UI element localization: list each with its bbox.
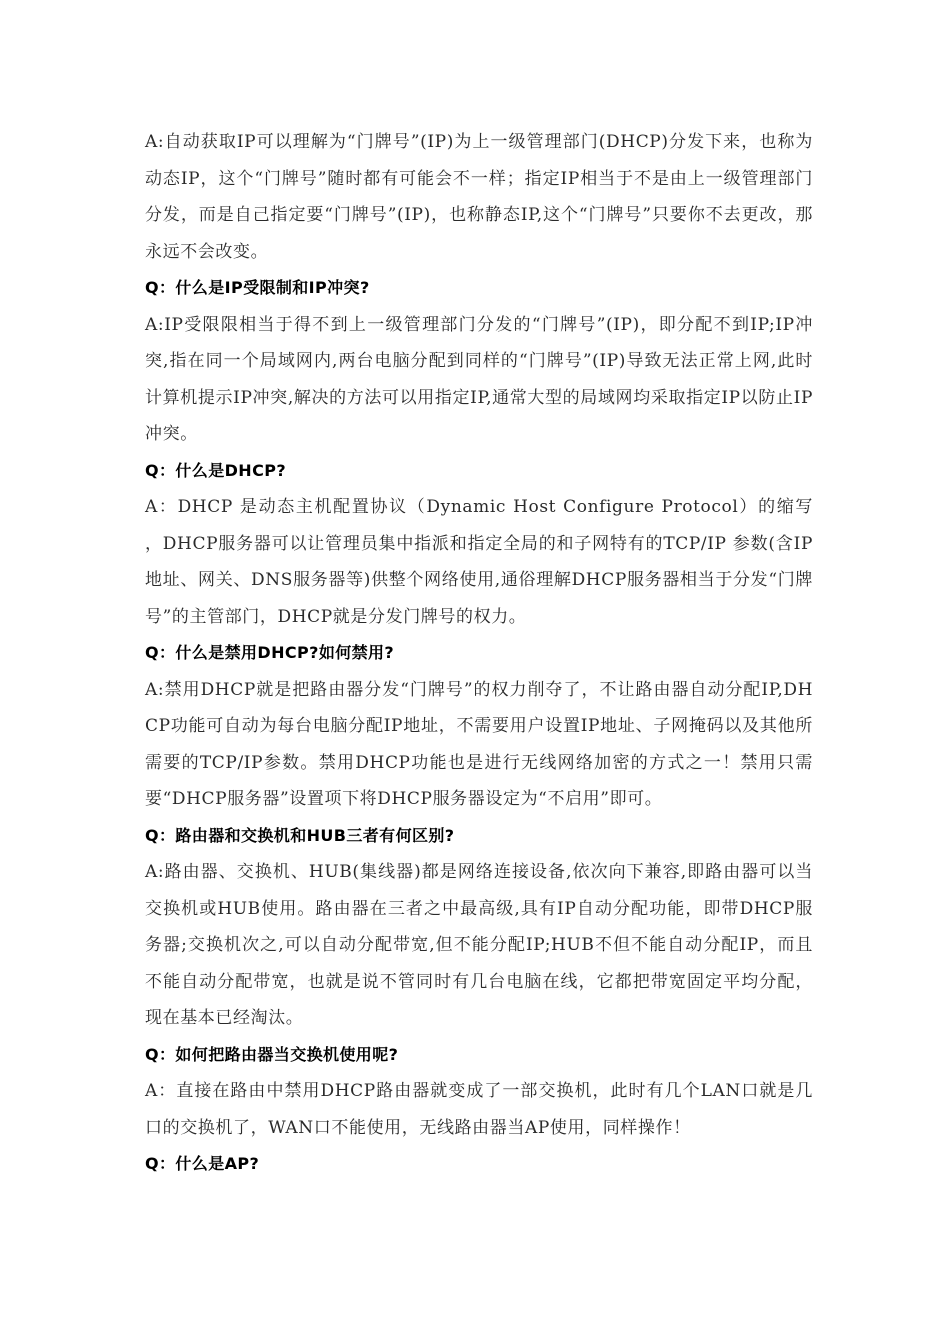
question-heading: Q：什么是AP? xyxy=(145,1154,260,1173)
document-page xyxy=(145,124,813,1183)
question-heading: Q：什么是DHCP? xyxy=(145,460,287,480)
answer-paragraph: A:自动获取IP可以理解为“门牌号”(IP)为上一级管理部门(DHCP)分发下来，也称为动态IP，这个“门牌号”随时都有可能会不一样；指定IP相当于不是由上一级管理部门分发，而是自己指定要“门牌号”(IP)，也称静态IP,这个“门牌号”只要你不去更改，那永远不会改变。 xyxy=(145,132,813,262)
question-heading: Q：什么是禁用DHCP?如何禁用? xyxy=(145,643,395,662)
answer-paragraph: A:禁用DHCP就是把路由器分发“门牌号”的权力削夺了，不让路由器自动分配IP,DHCP功能可自动为每台电脑分配IP地址，不需要用户设置IP地址、子网掩码以及其他所需要的TCP/IP参数。禁用DHCP功能也是进行无线网络加密的方式之一！禁用只需要“DHCP服务器”设置项下将DHCP服务器设定为“不启用”即可。 xyxy=(145,679,813,809)
answer-paragraph: A：DHCP 是动态主机配置协议（Dynamic Host Configure Protocol）的缩写 ，DHCP服务器可以让管理员集中指派和指定全局的和子网特有的TCP/IP 参数(含IP 地址、网关、DNS服务器等)供整个网络使用,通俗理解DHCP服务器相当于分发“门牌号”的主管部门，DHCP就是分发门牌号的权力。 xyxy=(145,497,813,627)
question-heading: Q：如何把路由器当交换机使用呢? xyxy=(145,1044,399,1064)
answer-paragraph: A:路由器、交换机、HUB(集线器)都是网络连接设备,依次向下兼容,即路由器可以当交换机或HUB使用。路由器在三者之中最高级,具有IP自动分配功能，即带DHCP服务器;交换机次之,可以自动分配带宽,但不能分配IP;HUB不但不能自动分配IP，而且不能自动分配带宽，也就是说不管同时有几台电脑在线，它都把带宽固定平均分配，现在基本已经淘汰。 xyxy=(145,862,813,1028)
answer-paragraph: A:IP受限限相当于得不到上一级管理部门分发的“门牌号”(IP)，即分配不到IP;IP冲突,指在同一个局域网内,两台电脑分配到同样的“门牌号”(IP)导致无法正常上网,此时计算机提示IP冲突,解决的方法可以用指定IP,通常大型的局域网均采取指定IP以防止IP冲突。 xyxy=(145,314,813,444)
answer-paragraph: A：直接在路由中禁用DHCP路由器就变成了一部交换机，此时有几个LAN口就是几口的交换机了，WAN口不能使用，无线路由器当AP使用，同样操作！ xyxy=(145,1081,813,1138)
question-heading: Q：什么是IP受限制和IP冲突? xyxy=(145,278,370,297)
question-heading: Q：路由器和交换机和HUB三者有何区别? xyxy=(145,825,455,845)
